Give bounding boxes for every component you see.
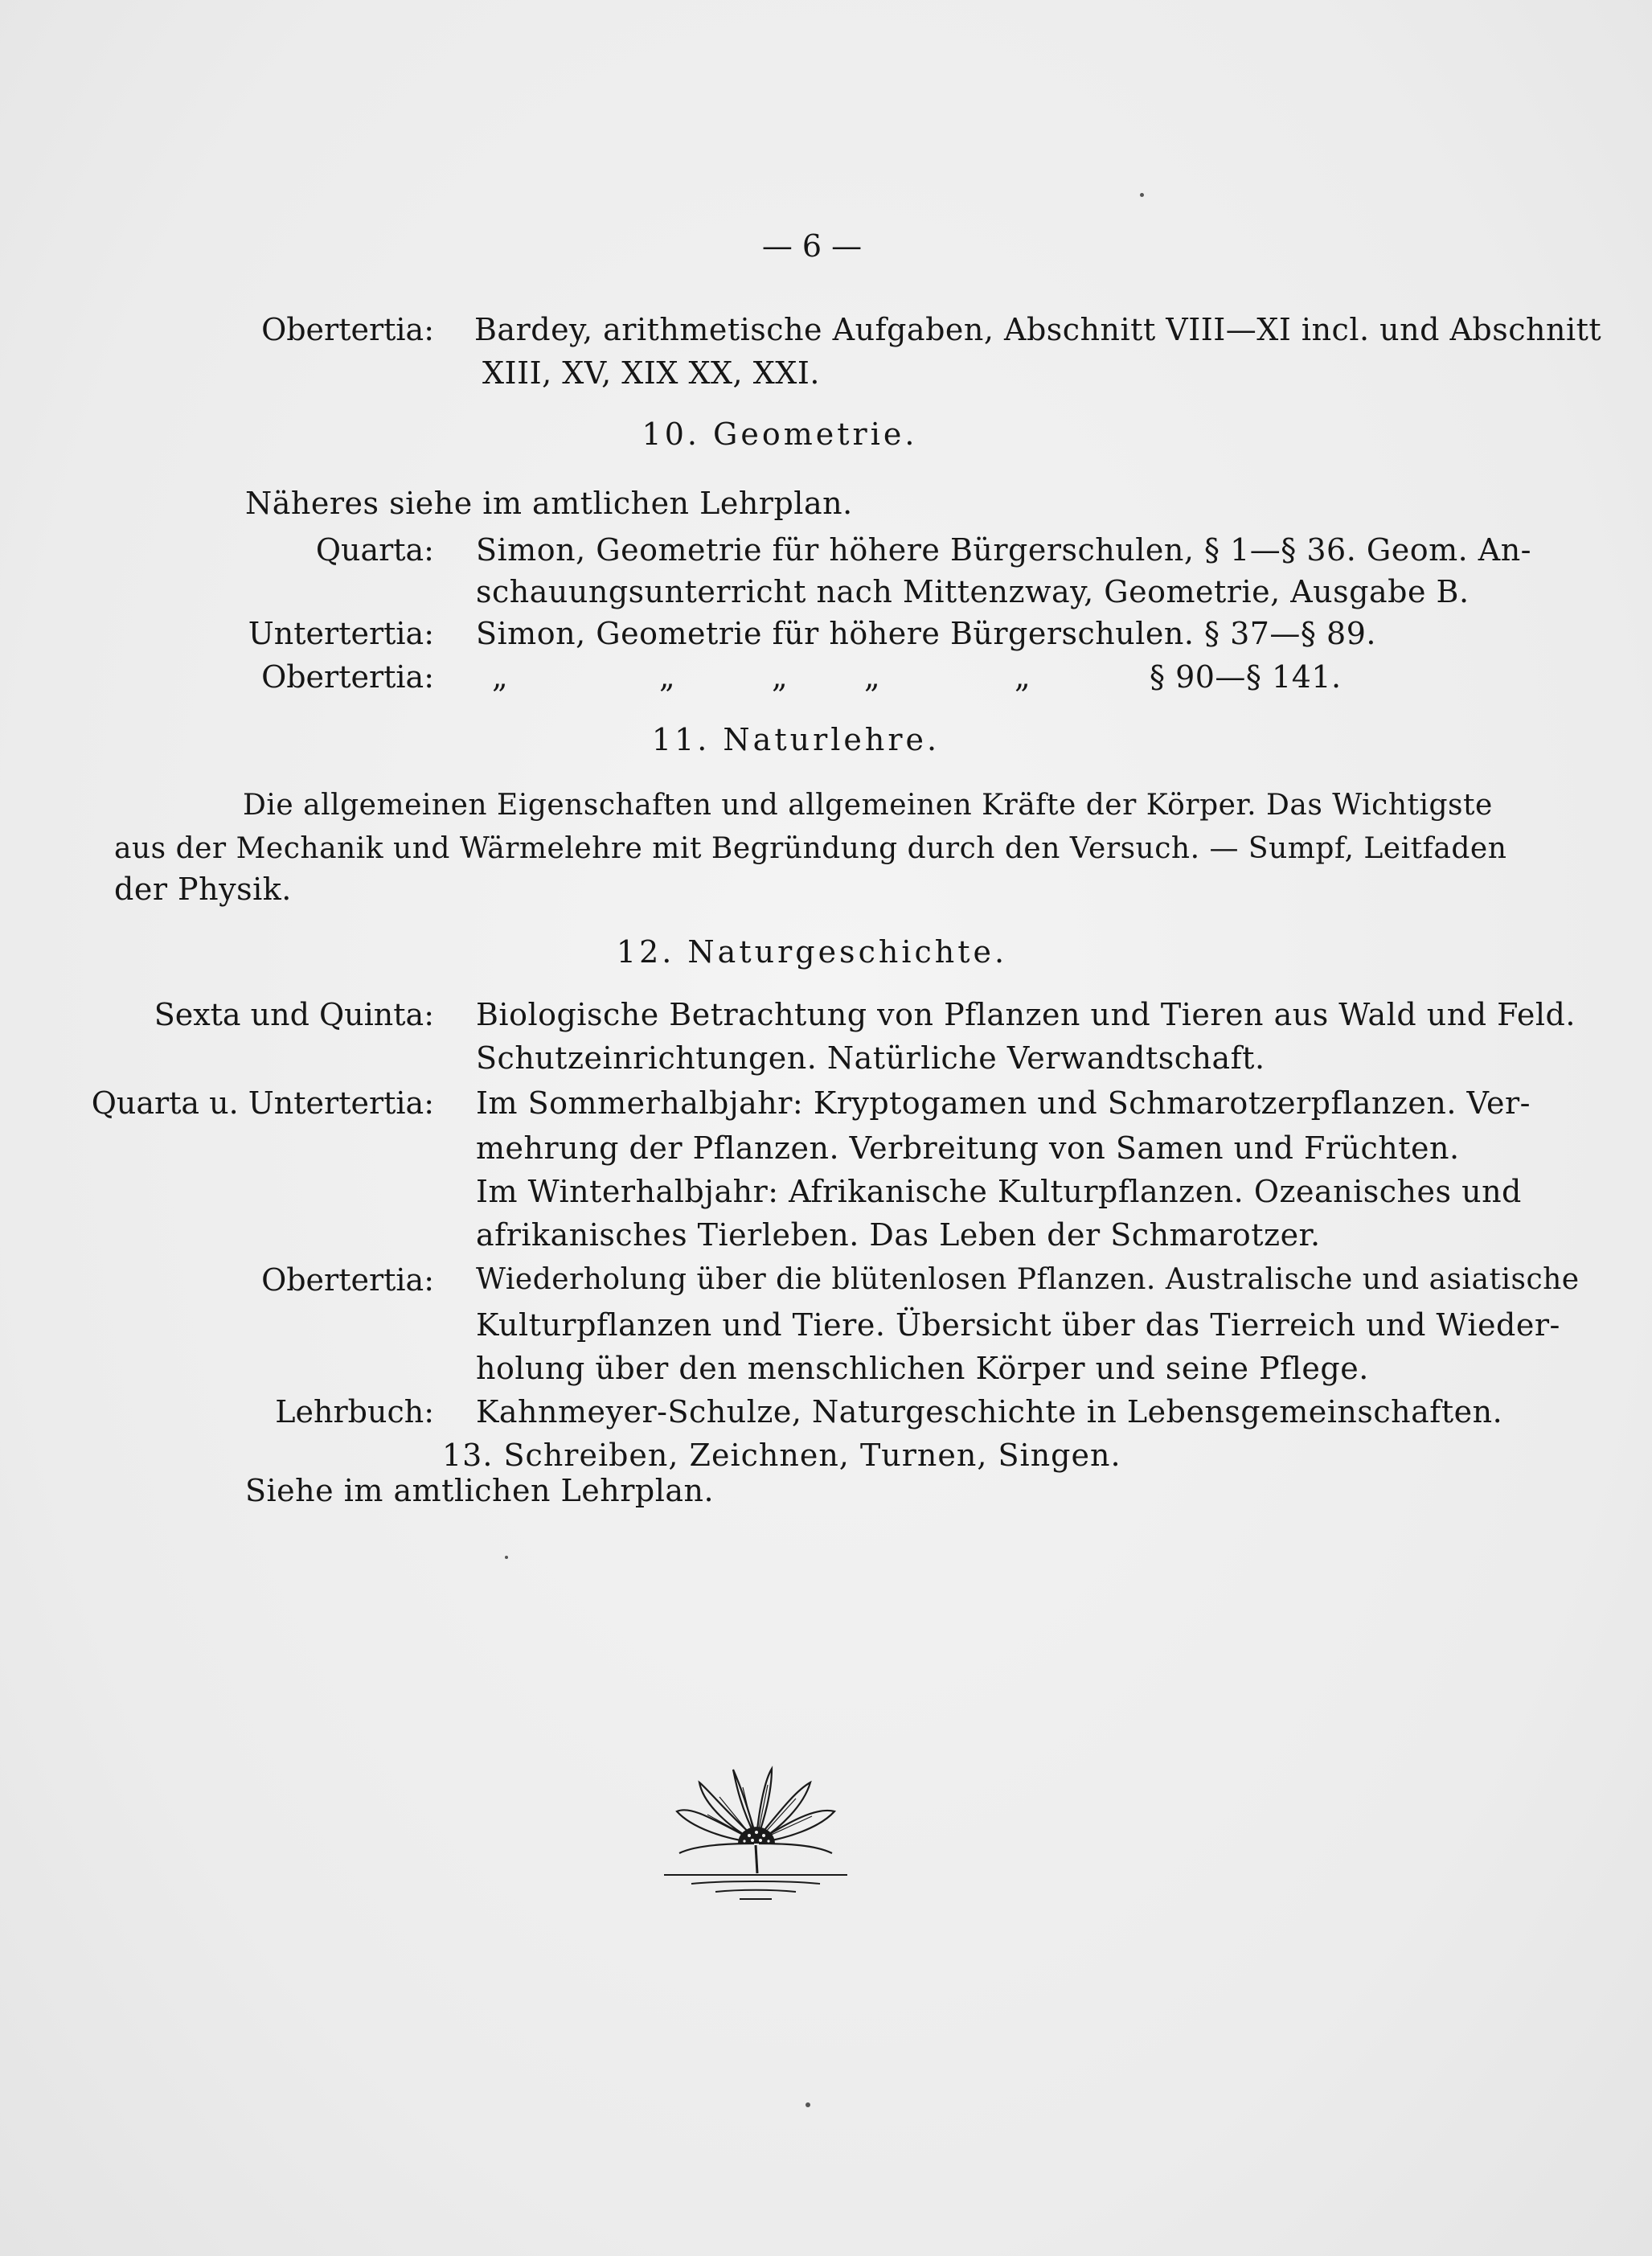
geometry-quarta-line-1: Simon, Geometrie für höhere Bürgerschulen, § 1—§ 36. Geom. An- — [476, 532, 1532, 568]
nh-quarta-line-3: Im Winterhalbjahr: Afrikanische Kulturpflanzen. Ozeanisches und — [476, 1174, 1522, 1209]
arithmetic-line-1: Bardey, arithmetische Aufgaben, Abschnitt VIII—XI incl. und Abschnitt — [474, 312, 1602, 347]
physics-heading: 11. Naturlehre. — [651, 722, 941, 757]
nh-quarta-line-2: mehrung der Pflanzen. Verbreitung von Samen und Früchten. — [476, 1130, 1460, 1166]
geometry-heading: 10. Geometrie. — [642, 416, 918, 452]
physics-line-2: aus der Mechanik und Wärmelehre mit Begründung durch den Versuch. — Sumpf, Leitfaden — [114, 832, 1507, 865]
natural-history-heading: 12. Naturgeschichte. — [616, 934, 1008, 970]
arithmetic-obertertia-label: Obertertia: — [261, 312, 434, 347]
flower-ornament-icon — [659, 1765, 852, 1909]
misc-note: Siehe im amtlichen Lehrplan. — [245, 1473, 715, 1508]
nh-sexta-label: Sexta und Quinta: — [154, 997, 434, 1032]
geometry-untertertia-line: Simon, Geometrie für höhere Bürgerschulen. § 37—§ 89. — [476, 616, 1376, 651]
paper-speck — [1140, 193, 1144, 197]
page-number: — 6 — — [761, 228, 863, 264]
geometry-quarta-label: Quarta: — [315, 532, 434, 568]
geometry-ditto-2: „ — [659, 659, 676, 695]
nh-obertertia-line-3: holung über den menschlichen Körper und seine Pflege. — [476, 1351, 1369, 1386]
physics-line-3: der Physik. — [114, 872, 292, 907]
arithmetic-line-2: XIII, XV, XIX XX, XXI. — [482, 355, 820, 391]
geometry-untertertia-label: Untertertia: — [248, 616, 434, 651]
nh-textbook-label: Lehrbuch: — [275, 1394, 434, 1429]
geometry-intro: Näheres siehe im amtlichen Lehrplan. — [245, 486, 853, 521]
nh-quarta-label: Quarta u. Untertertia: — [91, 1085, 434, 1121]
geometry-ditto-3: „ — [772, 659, 789, 695]
geometry-ditto-1: „ — [492, 659, 509, 695]
nh-obertertia-line-1: Wiederholung über die blütenlosen Pflanzen. Australische und asiatische — [476, 1263, 1580, 1296]
paper-speck — [505, 1556, 508, 1559]
geometry-ditto-5: „ — [1015, 659, 1031, 695]
nh-obertertia-label: Obertertia: — [261, 1262, 434, 1298]
geometry-quarta-line-2: schauungsunterricht nach Mittenzway, Geometrie, Ausgabe B. — [476, 574, 1470, 609]
misc-heading: 13. Schreiben, Zeichnen, Turnen, Singen. — [442, 1438, 1121, 1473]
nh-sexta-line-2: Schutzeinrichtungen. Natürliche Verwandtschaft. — [476, 1040, 1265, 1076]
nh-textbook-line: Kahnmeyer-Schulze, Naturgeschichte in Lebensgemeinschaften. — [476, 1394, 1503, 1429]
nh-sexta-line-1: Biologische Betrachtung von Pflanzen und Tieren aus Wald und Feld. — [476, 997, 1576, 1032]
nh-quarta-line-4: afrikanisches Tierleben. Das Leben der Schmarotzer. — [476, 1217, 1321, 1253]
geometry-ditto-4: „ — [864, 659, 881, 695]
nh-obertertia-line-2: Kulturpflanzen und Tiere. Übersicht über das Tierreich und Wieder- — [476, 1307, 1560, 1343]
nh-quarta-line-1: Im Sommerhalbjahr: Kryptogamen und Schmarotzerpflanzen. Ver- — [476, 1085, 1531, 1121]
geometry-obertertia-range: § 90—§ 141. — [1150, 659, 1342, 695]
geometry-obertertia-label: Obertertia: — [261, 659, 434, 695]
physics-line-1: Die allgemeinen Eigenschaften und allgemeinen Kräfte der Körper. Das Wichtigste — [243, 789, 1493, 822]
paper-speck — [806, 2102, 810, 2107]
